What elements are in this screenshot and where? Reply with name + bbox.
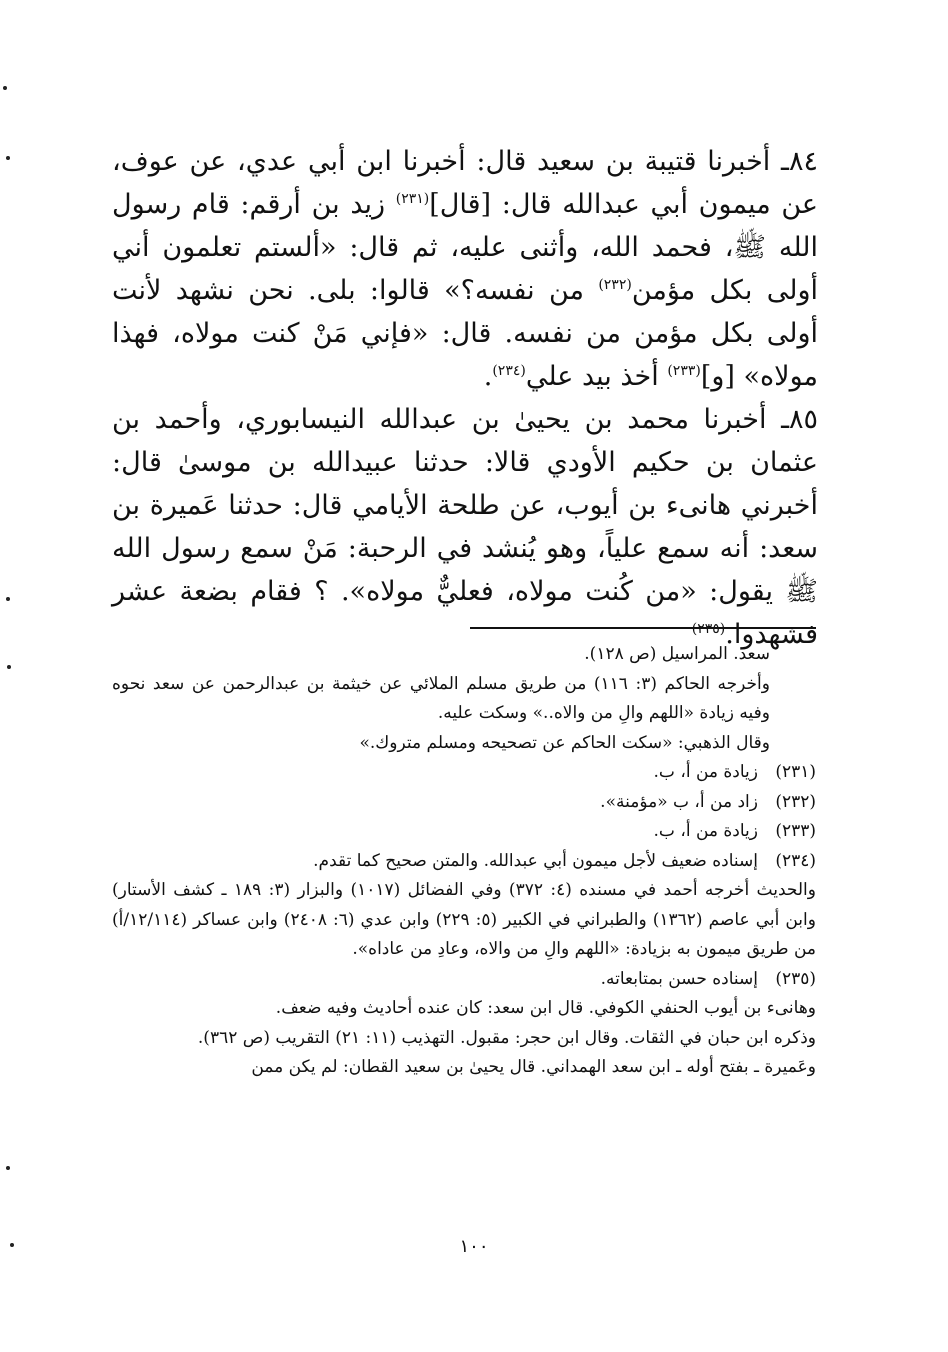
footnote-number: (٢٣٣) [775, 821, 816, 841]
hadith-84-part-e: . [483, 361, 493, 392]
scan-speck [10, 1243, 14, 1247]
scan-speck [6, 597, 10, 601]
hadith-85-text: ٨٥ـ أخبرنا محمد بن يحيىٰ بن عبدالله النيسابوري، وأحمد بن عثمان بن حكيم الأودي قالا: حدثنا عبيدالله بن موسىٰ قال: أخبرني هانىء بن أيوب، عن طلحة الأيامي قال: حدثنا عَميرة بن سعد: أنه سمع علياً، وهو يُنشد في الرحبة: مَنْ سمع رسول الله ﷺ يقول: «من كُنت مولاه، فعليٌّ مولاه». ؟ فقام بضعة عشر فشهدوا. [112, 404, 818, 650]
footnote-continuation-1: سعد. المراسيل (ص ١٢٨). [584, 644, 770, 664]
page-number: ١٠٠ [459, 1236, 489, 1257]
footnote-ref-234: (٢٣٤) [492, 363, 526, 379]
scan-speck [6, 156, 10, 160]
footnote-231 [112, 758, 816, 788]
hadith-84-part-c: من نفسه؟» قالوا: بلى. نحن نشهد لأنت أولى بكل مؤمن من نفسه. قال: «فإني مَنْ كنت مولاه، فهذا مولاه» [و] [112, 275, 818, 392]
footnote-number: (٢٣٢) [775, 791, 816, 812]
hadith-84-part-a: ٨٤ـ أخبرنا قتيبة بن سعيد قال: أخبرنا ابن أبي عدي، عن عوف، عن ميمون أبي عبدالله قال: [قال] [112, 146, 818, 220]
footnote-233 [112, 817, 816, 847]
footnote-text: زاد من أ، ب «مؤمنة». [600, 791, 758, 812]
footnote-ref-235: (٢٣٥) [691, 621, 726, 637]
footnote-234-continuation: والحديث أخرجه أحمد في مسنده (٤: ٣٧٢) وفي الفضائل (١٠١٧) والبزار (٣: ١٨٩ ـ كشف الأستار) وابن أبي عاصم (١٣٦٢) والطبراني في الكبير (٥: ٢٢٩) وابن عدي (٦: ٢٤٠٨) وابن عساكر (١٢/١١٤/أ) من طريق ميمون به بزيادة: «اللهم والِ من والاه، وعادِ من عاداه». [112, 880, 816, 959]
footnote-ref-231: (٢٣١) [395, 191, 430, 207]
hadith-85 [112, 398, 818, 656]
hadith-84-part-d: أخذ بيد علي [525, 361, 668, 392]
footnote-235 [112, 965, 816, 995]
footnote-continuation-2: وأخرجه الحاكم (٣: ١١٦) من طريق مسلم الملائي عن خيثمة بن عبدالرحمن عن سعد نحوه وفيه زيادة «اللهم والِ من والاه..» وسكت عليه. [112, 673, 770, 723]
footnote-234 [112, 847, 816, 877]
footnote-235-continuation-1: وهانىء بن أيوب الحنفي الكوفي. قال ابن سعد: كان عنده أحاديث وفيه ضعف. [275, 998, 816, 1018]
main-text [112, 140, 818, 656]
footnote-text: إسناده ضعيف لأجل ميمون أبي عبدالله. والمتن صحيح كما تقدم. [313, 850, 758, 871]
footnote-235-continuation-3: وعَميرة ـ بفتح أوله ـ ابن سعد الهمداني. قال يحيىٰ بن سعيد القطان: لم يكن ممن [251, 1057, 816, 1077]
footnote-text: زيادة من أ، ب. [653, 821, 758, 841]
scan-speck [7, 665, 11, 669]
footnote-235-continuation-2: وذكره ابن حبان في الثقات. وقال ابن حجر: مقبول. التهذيب (١١: ٢١) التقريب (ص ٣٦٢). [197, 1027, 816, 1048]
footnote-divider [470, 627, 816, 629]
footnotes [112, 640, 816, 1083]
hadith-84 [112, 140, 818, 398]
footnote-continuation-3: وقال الذهبي: «سكت الحاكم عن تصحيحه ومسلم متروك.» [359, 732, 770, 753]
footnote-text: زيادة من أ، ب. [653, 762, 758, 782]
footnote-number: (٢٣٤) [775, 850, 816, 871]
hadith-84-part-b: زيد بن أرقم: قام رسول الله ﷺ، فحمد الله، وأثنى عليه، ثم قال: «ألستم تعلمون أني أولى بكل مؤمن [112, 189, 818, 306]
footnote-number: (٢٣١) [775, 762, 816, 782]
footnote-ref-232: (٢٣٢) [598, 277, 632, 293]
footnote-number: (٢٣٥) [775, 968, 816, 989]
scan-speck [6, 1166, 10, 1170]
footnote-ref-233: (٢٣٣) [667, 363, 701, 379]
footnote-text: إسناده حسن بمتابعاته. [600, 968, 758, 989]
scan-speck [3, 86, 7, 90]
footnote-232 [112, 788, 816, 818]
